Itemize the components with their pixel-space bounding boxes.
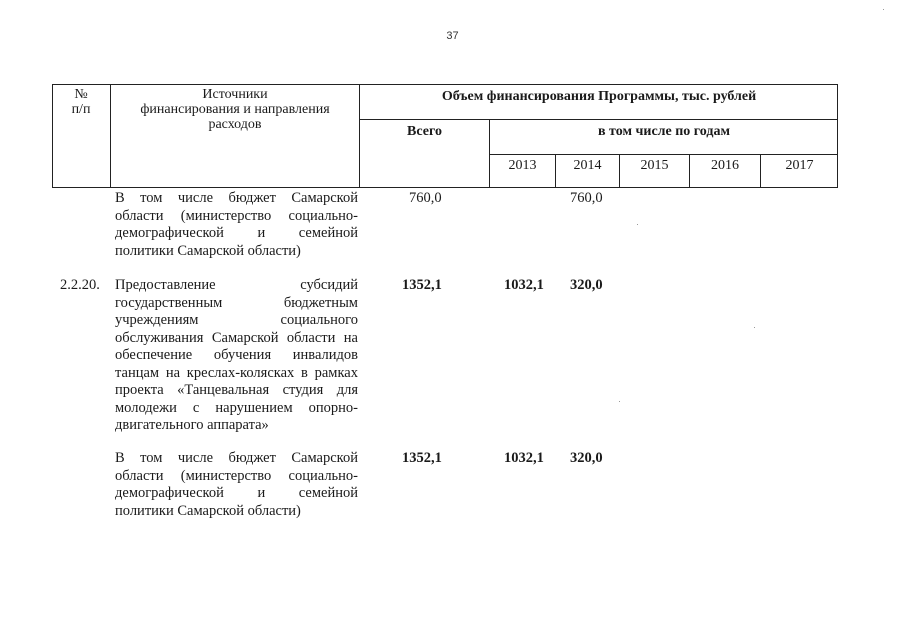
row-number: 2.2.20.: [60, 277, 100, 293]
header-year-2017: 2017: [785, 158, 814, 173]
header-source: Источники финансирования и направления расходов: [140, 87, 330, 132]
row-total: 760,0: [409, 190, 442, 206]
row-total: 1352,1: [402, 277, 442, 293]
row-description: В том числе бюджет Самарской области (министерство социально-демографической и семейной политики Самарской области): [115, 190, 358, 259]
page-number: 37: [446, 30, 459, 42]
table-border-bottom: [52, 187, 838, 188]
row-divider: [359, 119, 838, 120]
row-divider: [489, 154, 838, 155]
row-2014: 320,0: [570, 450, 603, 466]
table-border-top: [52, 84, 838, 85]
header-year-2014: 2014: [573, 158, 602, 173]
header-volume: Объем финансирования Программы, тыс. рублей: [441, 89, 757, 104]
header-year-2013: 2013: [508, 158, 537, 173]
table-header: [52, 84, 838, 188]
row-description: В том числе бюджет Самарской области (министерство социально-демографической и семейной политики Самарской области): [115, 450, 358, 519]
header-num: № п/п: [71, 87, 91, 117]
scan-speck: [754, 327, 755, 328]
row-description: Предоставление субсидий государственным бюджетным учреждениям социального обслуживания Самарской области на обеспечение обучения инвалидов танцам на креслах-колясках в рамках проекта «Танцевальная студия для молодежи с нарушением опорно-двигательного аппарата»: [115, 277, 358, 433]
scan-speck: [637, 224, 638, 225]
scan-speck: [883, 9, 884, 10]
row-2014: 760,0: [570, 190, 603, 206]
header-by-years: в том числе по годам: [597, 124, 731, 139]
row-2014: 320,0: [570, 277, 603, 293]
header-total: Всего: [407, 124, 442, 139]
row-total: 1352,1: [402, 450, 442, 466]
row-2013: 1032,1: [504, 450, 544, 466]
header-year-2015: 2015: [640, 158, 669, 173]
scan-speck: [619, 401, 620, 402]
header-year-2016: 2016: [711, 158, 739, 173]
row-2013: 1032,1: [504, 277, 544, 293]
